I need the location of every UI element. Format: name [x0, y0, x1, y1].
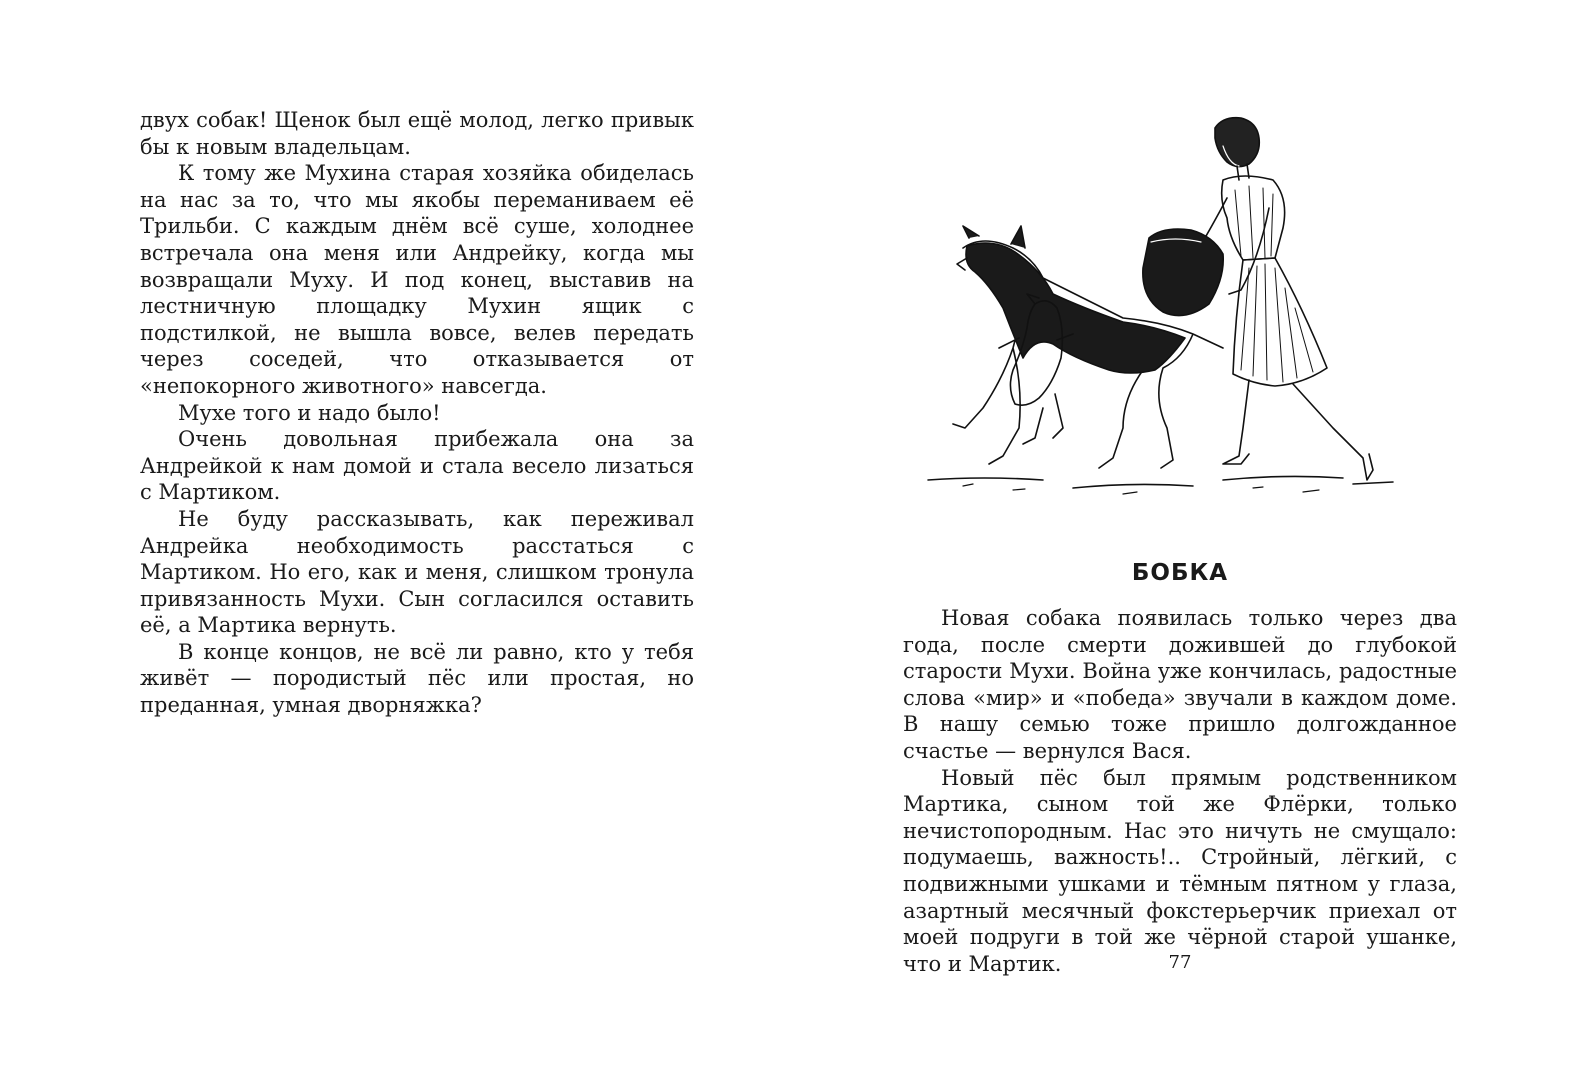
right-page-text: [903, 605, 1457, 977]
chapter-title: БОБКА: [1131, 560, 1229, 586]
woman-with-bowl-and-dogs-illustration: [923, 108, 1423, 508]
paragraph: Новая собака появилась только через два года, после смерти дожившей до глубокой старости Мухи. Война уже кончилась, радостные слова «мир» и «победа» звучали в каждом доме. В нашу семью тоже пришло долгожданное счастье — вернулся Вася.: [903, 606, 1457, 763]
paragraph: двух собак! Щенок был ещё молод, легко привык бы к новым владельцам.: [140, 108, 694, 159]
paragraph: Мухе того и надо было!: [178, 400, 441, 425]
right-page: [798, 0, 1596, 1080]
paragraph: Новый пёс был прямым родственником Мартика, сыном той же Флёрки, только нечистопородным. Нас это ничуть не смущало: подумаешь, важность!.. Стройный, лёгкий, с подвижными ушками и тёмным пятном у глаза, азартный месячный фокстерьерчик приехал от моей подруги в той же чёрной старой ушанке, что и Мартик.: [903, 765, 1457, 976]
page-number: 77: [1168, 952, 1192, 973]
paragraph: К тому же Мухина старая хозяйка обиделась на нас за то, что мы якобы переманиваем её Трильби. С каждым днём всё суше, холоднее встречала она меня или Андрейку, когда мы возвращали Муху. И под конец, выставив на лестничную площадку Мухин ящик с подстилкой, не вышла вовсе, велев передать через соседей, что отказывается от «непокорного животного» навсегда.: [140, 161, 694, 398]
left-page-text: [140, 107, 694, 719]
paragraph: Не буду рассказывать, как переживал Андрейка необходимость расстаться с Мартиком. Но его, как и меня, слишком тронула привязанность Мухи. Сын согласился оставить её, а Мартика вернуть.: [140, 506, 694, 638]
paragraph: В конце концов, не всё ли равно, кто у тебя живёт — породистый пёс или простая, но преданная, умная дворняжка?: [140, 639, 694, 718]
paragraph: Очень довольная прибежала она за Андрейкой к нам домой и стала весело лизаться с Мартиком.: [140, 427, 694, 505]
